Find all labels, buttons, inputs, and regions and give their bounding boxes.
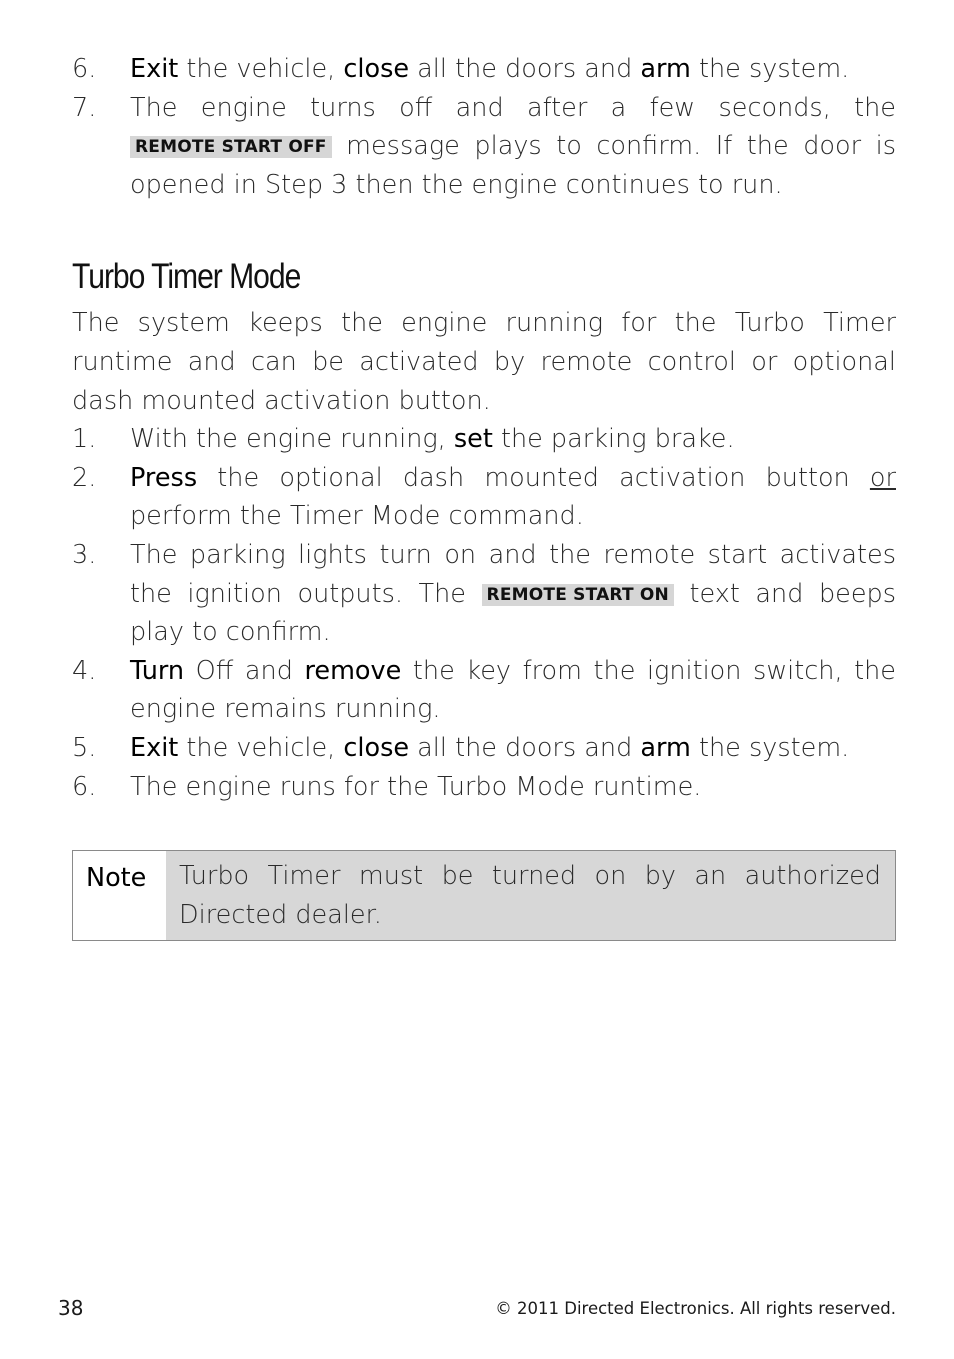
list-item [72,652,896,729]
copyright-notice: © 2011 Directed Electronics. All rights reserved. [495,1299,896,1318]
step-text: Off and [184,655,305,686]
step-number: 7. [72,92,97,123]
note-text: Turbo Timer must be turned on by an authorized Directed dealer. [166,851,895,940]
on-screen-message: REMOTE START ON [482,584,674,606]
step-text: the vehicle, [178,54,344,84]
step-emphasis: or [869,462,896,493]
step-number: 2. [72,462,97,493]
step-action-word: Press [130,462,198,493]
step-text: The engine turns off and after a few seconds, the [130,92,896,123]
step-number: 3. [72,539,97,570]
step-action-word: Exit [130,732,179,763]
page-footer [58,1296,896,1320]
step-action-word: arm [640,54,691,84]
list-item [72,50,896,89]
step-text: The engine runs for the Turbo Mode runtime. [130,771,702,802]
step-text: the vehicle, [178,732,344,763]
step-text: all the doors and [409,732,641,763]
step-action-word: Exit [130,54,179,84]
list-item [72,420,896,459]
page-number: 38 [58,1296,84,1320]
step-text: text and beeps play to confirm. [130,578,897,648]
step-number: 6. [72,54,97,84]
step-action-word: remove [304,655,402,686]
note-label: Note [73,851,166,940]
section-title: Turbo Timer Mode [72,257,301,297]
list-item [72,536,896,652]
step-text: all the doors and [409,54,641,84]
step-text: the optional dash mounted activation button [197,462,870,493]
step-text: the system. [690,732,850,763]
step-action-word: set [453,424,493,455]
list-item [72,89,896,205]
turbo-timer-steps [72,420,896,806]
step-number: 1. [72,424,97,455]
list-item [72,459,896,536]
step-text: message plays to confirm. If the door is opened in Step 3 then the engine continues to run. [130,131,896,200]
note-box [72,850,896,941]
step-action-word: arm [640,732,691,763]
list-item [72,768,896,807]
page-content [72,50,896,941]
section-intro: The system keeps the engine running for the Turbo Timer runtime and can be activated by remote control or optional dash mounted activation button. [72,308,896,416]
step-action-word: close [343,732,410,763]
step-text: the parking brake. [492,424,735,455]
step-text: the key from the ignition switch, the engine remains running. [130,655,896,725]
step-number: 4. [72,655,97,686]
step-text: With the engine running, [130,424,454,455]
list-item [72,729,896,768]
on-screen-message: REMOTE START OFF [130,136,332,158]
step-text: The parking lights turn on and the remote start activates the ignition outputs. The [130,539,896,609]
step-text: perform the Timer Mode command. [130,501,584,532]
step-number: 6. [72,771,97,802]
continued-step-list [72,50,896,204]
step-action-word: close [343,54,410,84]
step-action-word: Turn [130,655,185,686]
step-number: 5. [72,732,97,763]
step-text: the system. [690,54,850,84]
